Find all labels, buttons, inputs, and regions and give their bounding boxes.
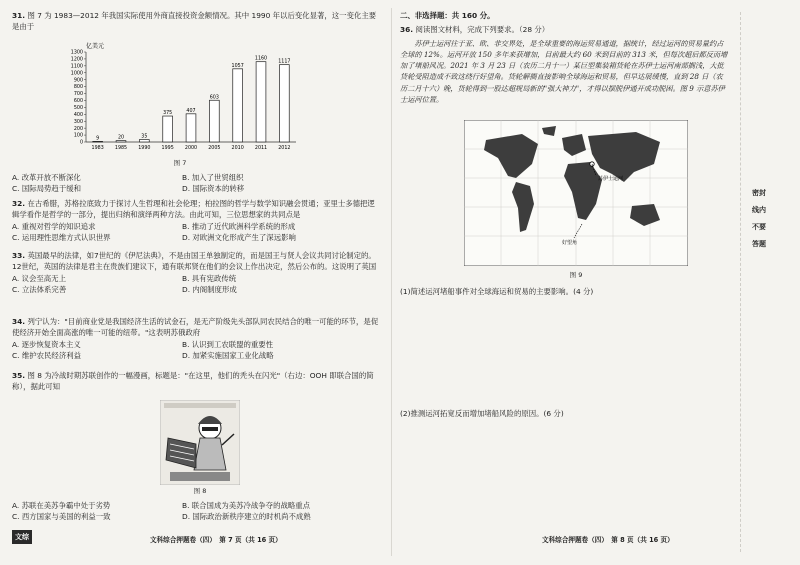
x-tick-label: 2012 [278,146,291,151]
option-c[interactable]: C. 运用理性思维方式认识世界 [12,233,111,243]
question-32 [12,198,382,244]
x-tick-label: 1995 [161,146,174,151]
x-tick-label: 2005 [208,146,221,151]
question-31-options [12,172,382,195]
option-a[interactable]: A. 逐步恢复资本主义 [12,339,81,349]
option-a[interactable]: A. 议会至高无上 [12,273,66,283]
x-tick-label: 1985 [114,146,128,151]
option-b[interactable]: B. 推动了近代欧洲科学系统的形成 [182,221,296,231]
data-label: 35 [141,134,148,140]
question-stem: 英国最早的法律，如7世纪的《伊尼法典》，不是由国王单独制定的，而是国王与贤人会议共同讨论制定的。12世纪，英国的法律是君主在贵族们建议下，通有联邦贤在他们的会议上作出决定，然后公布的。这说明了英国 [12,251,377,272]
cartoon-figure-8 [160,400,240,485]
question-36 [400,24,772,35]
x-tick-label: 1990 [138,146,151,151]
question-stem: 图 8 为冷战时期苏联创作的一幅漫画，标题是："在这里，他们的秃头在闪光"（右边：OOH 即联合国的简称），据此可知 [12,371,374,392]
data-label: 1117 [278,59,291,65]
option-b[interactable]: B. 加入了世贸组织 [182,173,244,182]
y-tick-label: 400 [73,112,83,118]
y-tick-label: 1300 [70,50,83,56]
right-page-footer: 文科综合押题卷（四） 第 8 页（共 16 页） [542,536,674,544]
option-a[interactable]: A. 重视对哲学的知识追求 [12,221,96,231]
y-tick-label: 800 [73,85,83,91]
y-tick-label: 700 [73,92,83,98]
question-stem: 列宁认为："目前商业党是我国经济生活的试金石，是无产阶级先头部队同农民结合的唯一可能的环节，是促使经济开始全面高涨的唯一可能的纽带。"这表明苏俄政府 [12,317,379,338]
right-page [392,0,800,565]
option-d[interactable]: D. 国际政治新秩序建立的时机尚不成熟 [182,512,311,522]
question-31 [12,10,382,33]
x-tick-label: 1983 [91,146,104,151]
bar [163,116,173,142]
question-number: 34. [12,317,26,326]
figure-9-caption: 图 9 [569,271,583,279]
bar [93,141,103,142]
section-title: 二、非选择题：共 160 分。 [400,11,495,20]
data-label: 603 [209,95,219,101]
option-d[interactable]: D. 对欧洲文化形成产生了深远影响 [182,233,296,243]
bar [116,141,126,142]
left-page [0,0,392,565]
option-a[interactable]: A. 苏联在美苏争霸中处于劣势 [12,501,111,510]
figure-7-caption: 图 7 [173,159,187,167]
question-stem: 阅读图文材料，完成下列要求。（28 分） [415,25,550,34]
data-label: 20 [117,135,125,141]
y-tick-label: 300 [73,119,83,125]
question-number: 31. [12,11,26,20]
x-tick-label: 2000 [184,146,198,151]
data-label: 1057 [231,63,244,69]
chart-ylabel: 亿美元 [86,43,105,50]
option-b[interactable]: B. 具有宪政传统 [182,273,237,283]
option-d[interactable]: D. 加紧实施国家工业化战略 [182,351,274,361]
world-map-figure-9 [464,120,688,266]
option-d[interactable]: D. 内阁制度形成 [182,285,237,295]
data-label: 9 [96,136,100,142]
y-tick-label: 1100 [70,64,83,70]
bar [279,65,289,142]
question-34 [12,316,382,362]
option-c[interactable]: C. 维护农民经济利益 [12,351,81,361]
question-35-options [12,500,382,523]
bar [256,62,266,142]
option-d[interactable]: D. 国际资本的转移 [182,184,245,194]
seal-line-notice: 密封线内不要答题 [752,189,766,248]
option-c[interactable]: C. 西方国家与美国的利益一致 [12,512,111,522]
y-tick-label: 600 [73,99,83,105]
y-tick-label: 0 [79,140,83,146]
question-33 [12,250,382,296]
sub-question-1: (1)简述运河堵船事件对全球海运和贸易的主要影响。(4 分) [400,287,594,296]
map-label-cape: 好望角 [562,240,578,246]
y-tick-label: 100 [73,133,83,139]
x-tick-label: 2011 [254,146,268,151]
question-number: 36. [400,25,414,34]
option-a[interactable]: A. 改革开放不断深化 [12,173,81,182]
figure-8-caption: 图 8 [193,487,207,495]
x-tick-label: 2010 [231,146,244,151]
y-tick-label: 500 [73,105,83,111]
data-label: 407 [186,108,196,114]
question-number: 33. [12,251,26,260]
option-b[interactable]: B. 联合国成为美苏冷战争夺的战略重点 [182,501,311,510]
data-label: 375 [163,111,173,117]
bar [233,69,243,142]
y-tick-label: 1000 [70,71,83,77]
question-number: 32. [12,199,26,208]
option-c[interactable]: C. 国际局势趋于缓和 [12,184,81,194]
option-c[interactable]: C. 立法体系完善 [12,285,67,295]
question-number: 35. [12,371,26,380]
question-35 [12,370,382,393]
seal-line [740,12,741,552]
bar-chart [50,40,310,155]
map-label-suez: 苏伊士运河 [598,176,624,182]
question-stem: 在古希腊，苏格拉底致力于探讨人生哲理和社会伦理；柏拉图的哲学与数学知识融会贯通；亚里士多德把逻辑学看作是哲学的一部分，提出归纳和演绎两种方法。由此可知，三位思想家的共同点是 [12,199,375,220]
y-tick-label: 1200 [70,57,83,63]
y-tick-label: 900 [73,78,83,84]
option-b[interactable]: B. 认识到工农联盟的重要性 [182,339,274,349]
y-tick-label: 200 [73,126,83,132]
subject-tag: 文综 [12,530,32,544]
bar [186,114,196,142]
question-stem: 图 7 为 1983—2012 年我国实际使用外商直接投资金额情况。其中 1990 年以后变化显著，这一变化主要是由于 [12,11,377,32]
bar [209,100,219,142]
question-36-passage: 苏伊士运河往于亚、欧、非交界处，是全球重要的海运贸易通道，据统计，经过运河的贸易量约占全球的 12%。运河开放 150 多年来获增加，目前最大约 60 米到目前的 313 米，但每次超后都反而增加了堵船风况。2021 年 3 月 23 日（农历二月十一）某巨型集装箱货轮在苏伊士运河南部搁浅，大批货轮受阻造成不致这绕行好望角。货轮解搁直接影响全球海运和贸易，但早达展缓慢，直到 28 日（农历二月十六）晚，货轮得到一股达超规局新的"强大神力"，才得以摆脱伊通开成功脱困。图 9 示意苏伊士运河位置。 [400,39,728,104]
left-page-footer: 文科综合押题卷（四） 第 7 页（共 16 页） [150,536,282,544]
bar [139,140,149,142]
sub-question-2: (2)推测运河拓宽反而增加堵船风险的原因。(6 分) [400,409,564,418]
data-label: 1160 [254,56,268,62]
